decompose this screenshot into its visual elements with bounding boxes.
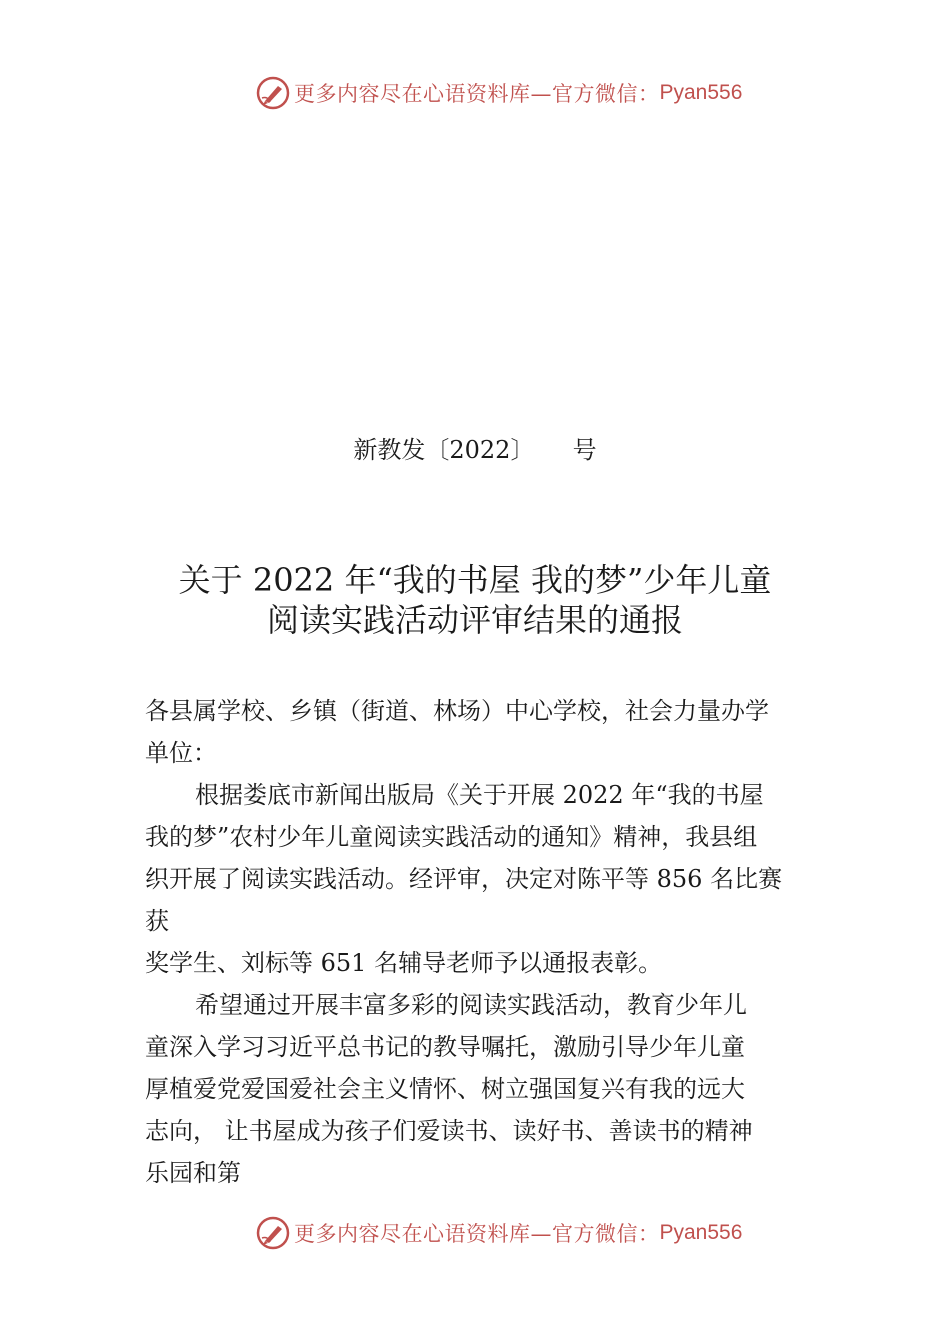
- document-number: 新教发〔2022〕 号: [353, 436, 597, 464]
- paragraph-line: 童深入学习习近平总书记的教导嘱托，激励引导少年儿童: [145, 1033, 745, 1061]
- document-title: [140, 560, 810, 640]
- paragraph-line: 厚植爱党爱国爱社会主义情怀、树立强国复兴有我的远大: [145, 1075, 745, 1103]
- paragraph-line: 奖学生、刘标等 651 名辅导老师予以通报表彰。: [145, 949, 663, 977]
- pen-logo-icon: [256, 76, 290, 110]
- salutation-line: 各县属学校、乡镇（街道、林场）中心学校，社会力量办学: [145, 697, 769, 725]
- paragraph-line: 织开展了阅读实践活动。经评审，决定对陈平等 856 名比赛: [145, 865, 783, 893]
- paragraph-line: 我的梦”农村少年儿童阅读实践活动的通知》精神，我县组: [145, 823, 758, 851]
- paragraph-1: [145, 774, 810, 984]
- paragraph-line: 乐园和第: [145, 1159, 241, 1187]
- footer-watermark: [256, 1215, 742, 1251]
- watermark-text: 更多内容尽在心语资料库—官方微信：: [294, 1222, 660, 1246]
- title-line: 阅读实践活动评审结果的通报: [266, 601, 683, 639]
- watermark-wechat-id: Pyan556: [659, 81, 743, 104]
- title-line: 关于 2022 年“我的书屋 我的梦”少年儿童: [178, 561, 772, 599]
- pen-logo-icon: [256, 1216, 290, 1250]
- paragraph-line: 希望通过开展丰富多彩的阅读实践活动，教育少年儿: [195, 991, 747, 1019]
- header-watermark: [256, 75, 742, 111]
- watermark-wechat-id: Pyan556: [659, 1221, 743, 1244]
- paragraph-2: [145, 984, 810, 1194]
- paragraph-line: 获: [145, 907, 169, 935]
- salutation-line: 单位：: [145, 739, 217, 767]
- salutation: [145, 690, 810, 774]
- paragraph-line: 根据娄底市新闻出版局《关于开展 2022 年“我的书屋: [195, 781, 764, 809]
- document-body: [145, 690, 810, 1194]
- watermark-text: 更多内容尽在心语资料库—官方微信：: [294, 82, 660, 106]
- paragraph-line: 志向， 让书屋成为孩子们爱读书、读好书、善读书的精神: [145, 1117, 753, 1145]
